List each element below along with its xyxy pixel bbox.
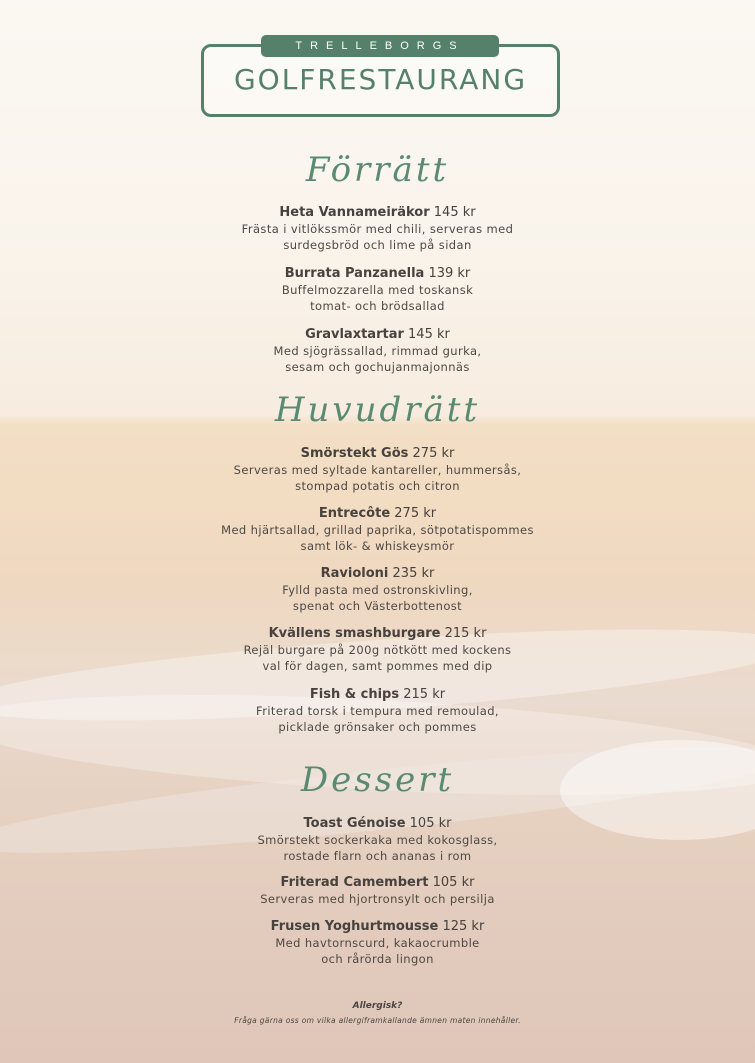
item-name: Entrecôte: [318, 506, 391, 521]
item-description: stompad potatis och citron: [295, 479, 460, 493]
item-price: 215 kr: [403, 687, 446, 702]
item-name: Heta Vannameiräkor: [279, 205, 430, 220]
item-description: sesam och gochujanmajonnäs: [285, 360, 470, 374]
section-title-huvudratt: Huvudrätt: [274, 390, 481, 430]
menu-item: [0, 687, 755, 735]
section-title-dessert: Dessert: [300, 760, 455, 800]
item-description: Frästa i vitlökssmör med chili, serveras med: [241, 222, 514, 236]
item-price: 105 kr: [432, 875, 475, 890]
item-price: 145 kr: [408, 327, 450, 342]
menu-item: [0, 919, 755, 967]
item-price: 105 kr: [409, 816, 452, 831]
item-name: Frusen Yoghurtmousse: [270, 919, 439, 934]
item-description: Med havtornscurd, kakaocrumble: [275, 936, 480, 950]
item-price: 275 kr: [394, 506, 437, 521]
item-description: Buffelmozzarella med toskansk: [281, 283, 474, 297]
item-name: Toast Génoise: [303, 816, 406, 831]
item-name: Fish & chips: [309, 687, 400, 702]
item-description: Smörstekt sockerkaka med kokosglass,: [257, 833, 498, 847]
menu-item: [0, 875, 755, 907]
item-description: picklade grönsaker och pommes: [278, 720, 477, 734]
item-name: Kvällens smashburgare: [268, 626, 441, 641]
menu-item: [0, 205, 755, 253]
item-name: Gravlaxtartar: [305, 327, 404, 342]
item-price: 275 kr: [412, 446, 455, 461]
menu-item: [0, 446, 755, 494]
menu-item: [0, 266, 755, 314]
item-description: tomat- och brödsallad: [310, 299, 445, 313]
menu-item: [0, 566, 755, 614]
allergy-note: Fråga gärna oss om vilka allergiframkallande ämnen maten innehåller.: [234, 1016, 521, 1025]
allergy-heading: Allergisk?: [352, 1001, 403, 1011]
item-name: Friterad Camembert: [280, 875, 429, 890]
item-name: Smörstekt Gös: [300, 446, 409, 461]
item-description: Serveras med syltade kantareller, hummersås,: [233, 463, 522, 477]
item-name: Burrata Panzanella: [284, 266, 425, 281]
item-description: Serveras med hjortronsylt och persilja: [260, 892, 495, 906]
item-price: 215 kr: [444, 626, 487, 641]
item-description: spenat och Västerbottenost: [292, 599, 463, 613]
menu-item: [0, 816, 755, 864]
logo-title: GOLFRESTAURANG: [233, 63, 528, 96]
logo-subtitle: TRELLEBORGS: [261, 35, 499, 57]
item-description: Med hjärtsallad, grillad paprika, sötpotatispommes: [221, 523, 534, 537]
item-description: och rårörda lingon: [321, 952, 434, 966]
item-price: 125 kr: [442, 919, 485, 934]
menu-item: [0, 506, 755, 554]
menu-item: [0, 327, 755, 375]
item-description: samt lök- & whiskeysmör: [300, 539, 455, 553]
item-description: val för dagen, samt pommes med dip: [262, 659, 493, 673]
item-price: 145 kr: [433, 205, 476, 220]
section-title-forratt: Förrätt: [305, 150, 450, 190]
item-description: Med sjögrässallad, rimmad gurka,: [273, 344, 482, 358]
item-price: 235 kr: [392, 566, 435, 581]
menu-item: [0, 626, 755, 674]
item-description: Friterad torsk i tempura med remoulad,: [256, 704, 499, 718]
item-description: Rejäl burgare på 200g nötkött med kockens: [243, 643, 512, 657]
item-name: Ravioloni: [320, 566, 389, 581]
item-description: rostade flarn och ananas i rom: [283, 849, 472, 863]
item-price: 139 kr: [428, 266, 471, 281]
item-description: surdegsbröd och lime på sidan: [283, 238, 472, 252]
item-description: Fylld pasta med ostronskivling,: [282, 583, 473, 597]
